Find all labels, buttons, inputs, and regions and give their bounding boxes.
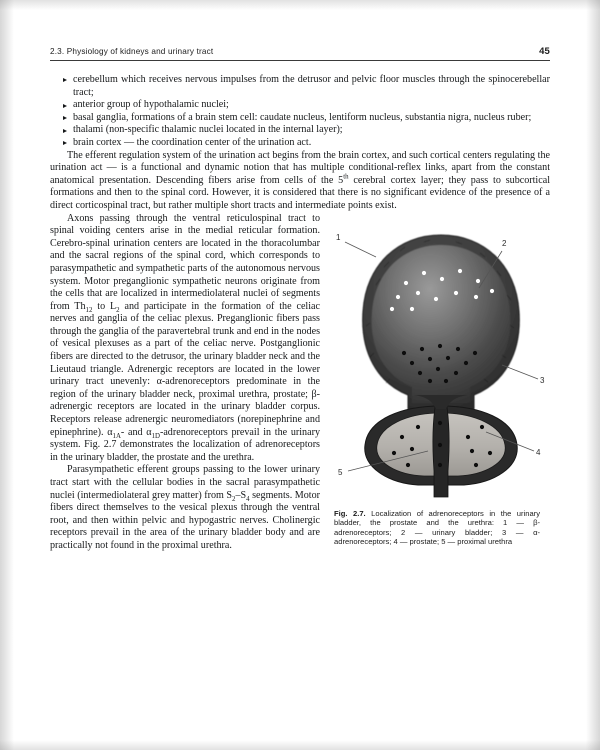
paragraph-text-c: and participate in the formation of the celiac nerves and ganglia of the celiac plexus. Preganglionic fibers pass through the ganglia of the paravertebral trunk and end in the nodes of vesical plexuses as a part of the celiac nerve. Postganglionic fibers are directed to the detrusor, the urinary bladder neck and the Lieutaud triangle. Adrenergic receptors are located in the lower urinary tract unevenly: α-adrenoreceptors predominate in the region of the urinary bladder neck, proximal urethra, prostate; β-adrenergic receptors are located in the urinary bladder corpus. Receptors release adrenergic neuromediators (norepinephrine and epinephrine). α — [50, 300, 320, 438]
list-item — [64, 99, 550, 112]
list-item-text: thalami (non-specific thalamic nuclei located in the internal layer); — [73, 124, 343, 136]
paragraph-efferent-regulation — [50, 150, 550, 213]
paragraph-text-c: segments. Motor fibers direct themselves to the vesical plexus through the ventral root, and then within pelvic and hypogastric nerves. Cholinergic receptors prevail in the area of the urinary bladder body and are practically not found in the proximal urethra. — [50, 489, 320, 551]
triangle-bullet-icon — [63, 78, 67, 82]
page-content — [50, 46, 550, 553]
page-edge-shading-bottom — [0, 740, 600, 750]
paragraph-text-b: cerebral cortex layer; they pass to subcortical formations and then to the spinal cord. However, it is considered that there is no significant evidence of the presence of a direct corticospinal tract, but rather multiple short tracts and intermediate points exist. — [50, 174, 550, 211]
figure-caption-key: 1 — β-adrenoreceptors; 2 — urinary bladder; 3 — α-adrenoreceptors; 4 — prostate; 5 — proximal urethra — [334, 518, 540, 547]
list-item-text: cerebellum which receives nervous impulses from the detrusor and pelvic floor muscles through the spinocerebellar tract; — [73, 74, 550, 98]
page-edge-shading-right — [586, 0, 600, 750]
running-head — [50, 46, 550, 60]
triangle-bullet-icon — [63, 141, 67, 145]
callout-label-3: 3 — [540, 375, 545, 385]
triangle-bullet-icon — [63, 104, 67, 108]
ordinal-superscript: th — [343, 173, 349, 181]
paragraph-text-a: Parasympathetic efferent groups passing to the lower urinary tract start with the cellular bodies in the sacral parasympathetic nuclei (intermediolateral grey matter) from S — [50, 464, 320, 501]
figure-float-container — [332, 213, 550, 547]
list-item — [64, 124, 550, 137]
segment-subscript-s4: 4 — [246, 495, 250, 503]
figure-2-7 — [332, 213, 550, 503]
list-item — [64, 112, 550, 125]
page-edge-shading-left — [0, 0, 14, 750]
list-item-text: basal ganglia, formations of a brain stem cell: caudate nucleus, lentiform nucleus, substantia nigra, nucleus ruber; — [73, 111, 532, 123]
figure-number: Fig. 2.7. — [334, 508, 366, 518]
figure-caption — [334, 509, 540, 547]
text-figure-wrap-zone — [50, 213, 550, 553]
running-head-title: 2.3. Physiology of kidneys and urinary tract — [50, 47, 214, 56]
list-item — [64, 137, 550, 150]
receptor-subscript-1d: 1D — [151, 432, 160, 440]
paragraph-text-a: Axons passing through the ventral reticulospinal tract to spinal voiding centers arise in the medial reticular formation. Cerebro-spinal urination centers are located in the thoracolumbar and the sacral regions of the spinal cord, which corresponds to parasympathetic and sympathetic parts of the autonomous nervous system. Motor preganglionic sympathetic neurons originate from the cells that are localized in intermediolateral nuclei of segments from Th — [50, 212, 320, 312]
list-item-text: anterior group of hypothalamic nuclei; — [73, 99, 229, 111]
callout-label-2: 2 — [502, 238, 507, 248]
page-number: 45 — [539, 46, 550, 57]
receptor-subscript-1a: 1A — [112, 432, 121, 440]
page-edge-shading-top — [0, 0, 600, 10]
running-head-rule — [50, 60, 550, 61]
urethral-canal — [433, 401, 449, 497]
paragraph-text-a: The efferent regulation system of the urination act begins from the brain cortex, and such cortical centers regulating the urination act — is a functional and dynamic notion that has multiple conditional-reflex links, apart from the constant anatomical presentation. Descending fibers arise from cells of the 5 — [50, 149, 550, 186]
leader-line-1 — [345, 242, 376, 257]
callout-label-1: 1 — [336, 232, 341, 242]
bullet-list — [50, 74, 550, 150]
segment-subscript-th12: 12 — [85, 306, 93, 314]
bladder-prostate-anatomy-illustration — [332, 213, 550, 503]
body-text — [50, 74, 550, 553]
paragraph-text-e: -adrenoreceptors prevail in the urinary system. Fig. 2.7 demonstrates the localization of adrenoreceptors in the urinary bladder, the prostate and the urethra. — [50, 426, 320, 463]
list-item-text: brain cortex — the coordination center of the urination act. — [73, 136, 312, 148]
paragraph-text-d: - and α — [120, 426, 152, 438]
paragraph-text-b: –S — [235, 489, 247, 501]
paragraph-text-b: to L — [92, 300, 117, 312]
triangle-bullet-icon — [63, 116, 67, 120]
list-item — [64, 74, 550, 99]
leader-line-3 — [502, 365, 538, 379]
callout-label-4: 4 — [536, 447, 541, 457]
callout-label-5: 5 — [338, 467, 343, 477]
figure-caption-main: Localization of adrenoreceptors in the urinary bladder, the prostate and the urethra: — [334, 508, 540, 528]
triangle-bullet-icon — [63, 129, 67, 133]
segment-subscript-l2: 2 — [116, 306, 120, 314]
segment-subscript-s2: 2 — [232, 495, 236, 503]
